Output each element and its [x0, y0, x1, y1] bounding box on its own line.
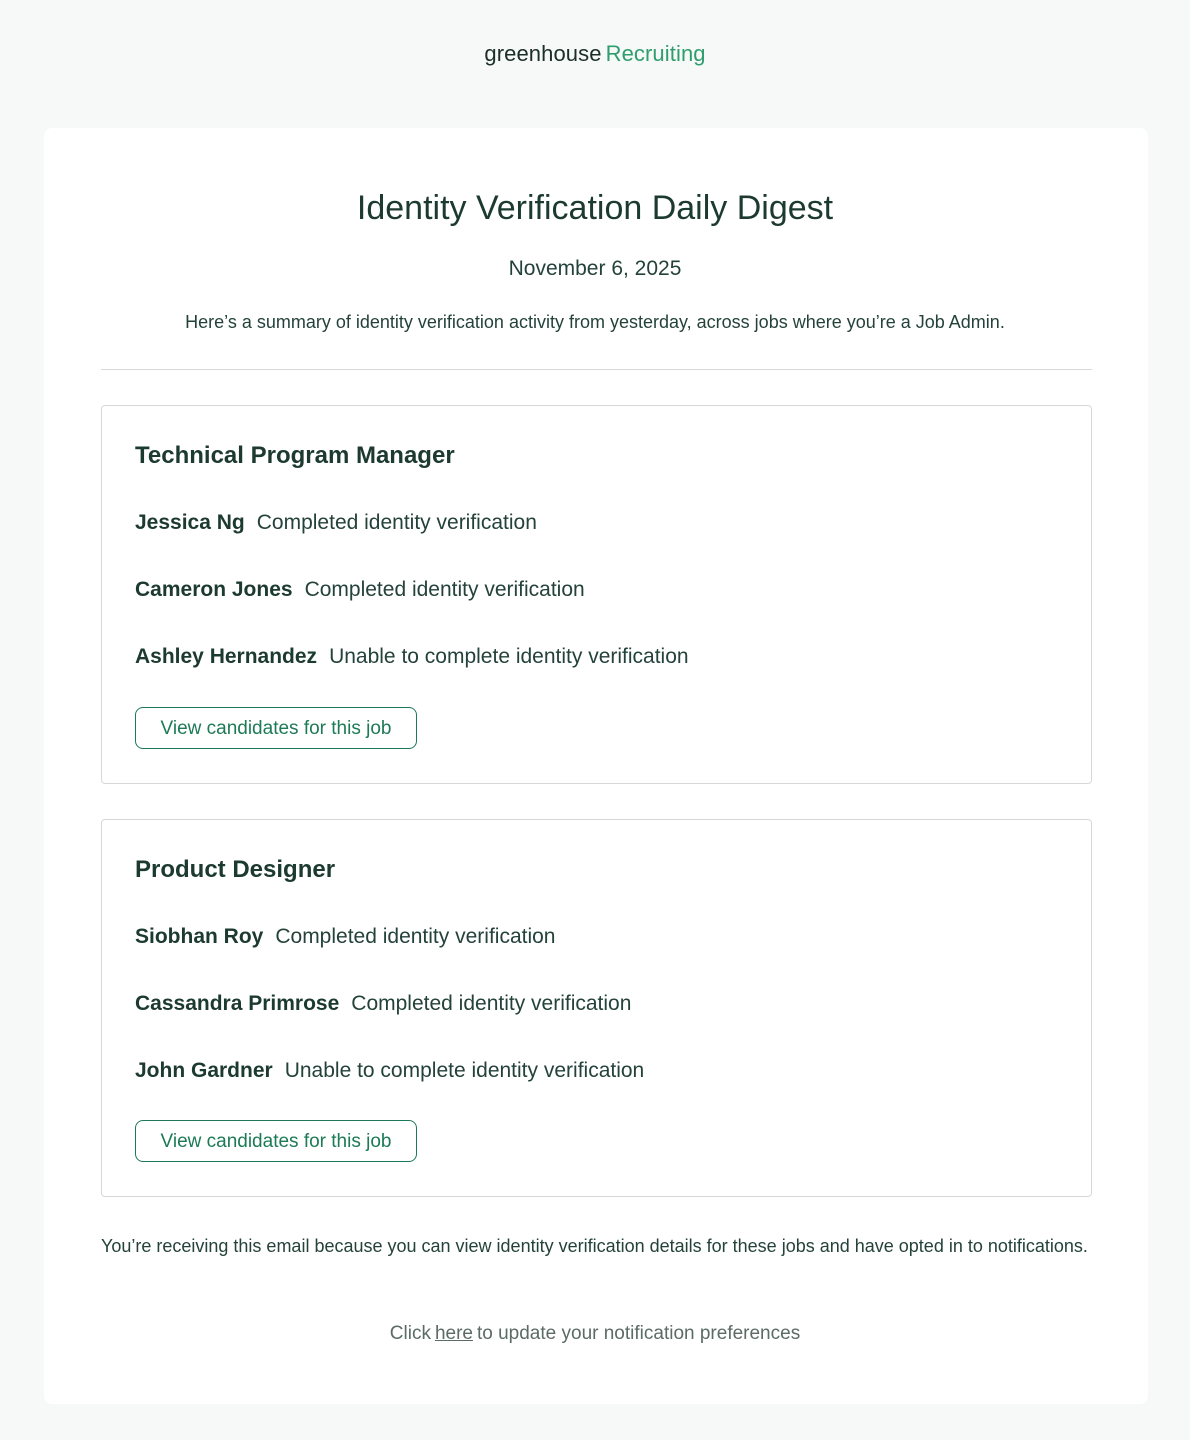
logo-brand-text: greenhouse	[484, 41, 602, 66]
candidate-row	[135, 923, 555, 951]
job-title: Product Designer	[135, 856, 336, 883]
logo-product-text: Recruiting	[605, 41, 706, 66]
footer-note: You’re receiving this email because you can view identity verification details for these jobs and have opted in to notifications.	[101, 1236, 1088, 1256]
candidate-name: John Gardner	[135, 1059, 273, 1082]
notification-preferences-link[interactable]: here	[434, 1323, 473, 1344]
candidate-status: Completed identity verification	[256, 511, 537, 534]
candidate-name: Cassandra Primrose	[135, 992, 340, 1015]
notification-preferences-line	[0, 1320, 1190, 1348]
candidate-name: Ashley Hernandez	[135, 645, 318, 668]
job-title: Technical Program Manager	[135, 442, 455, 469]
email-title: Identity Verification Daily Digest	[356, 189, 834, 227]
prefs-suffix: to update your notification preferences	[476, 1323, 801, 1344]
candidate-row	[135, 1057, 644, 1085]
candidate-status: Completed identity verification	[304, 578, 585, 601]
candidate-status: Completed identity verification	[351, 992, 632, 1015]
greenhouse-recruiting-logo	[0, 38, 1190, 70]
candidate-row	[135, 990, 631, 1018]
job-card-technical-program-manager	[101, 405, 1092, 784]
candidate-status: Unable to complete identity verification	[284, 1059, 645, 1082]
view-candidates-button[interactable]: View candidates for this job	[135, 1120, 417, 1162]
digest-summary: Here’s a summary of identity verification activity from yesterday, across jobs where you’re a Job Admin.	[185, 312, 1005, 332]
candidate-row	[135, 509, 537, 537]
candidate-row	[135, 643, 689, 671]
candidate-name: Jessica Ng	[135, 511, 245, 534]
prefs-prefix: Click	[389, 1323, 431, 1344]
candidate-name: Siobhan Roy	[135, 925, 264, 948]
divider	[101, 369, 1092, 370]
candidate-row	[135, 576, 585, 604]
candidate-name: Cameron Jones	[135, 578, 293, 601]
candidate-status: Completed identity verification	[275, 925, 556, 948]
digest-date: November 6, 2025	[508, 257, 682, 280]
job-card-product-designer	[101, 819, 1092, 1197]
view-candidates-button[interactable]: View candidates for this job	[135, 707, 417, 749]
candidate-status: Unable to complete identity verification	[329, 645, 689, 668]
